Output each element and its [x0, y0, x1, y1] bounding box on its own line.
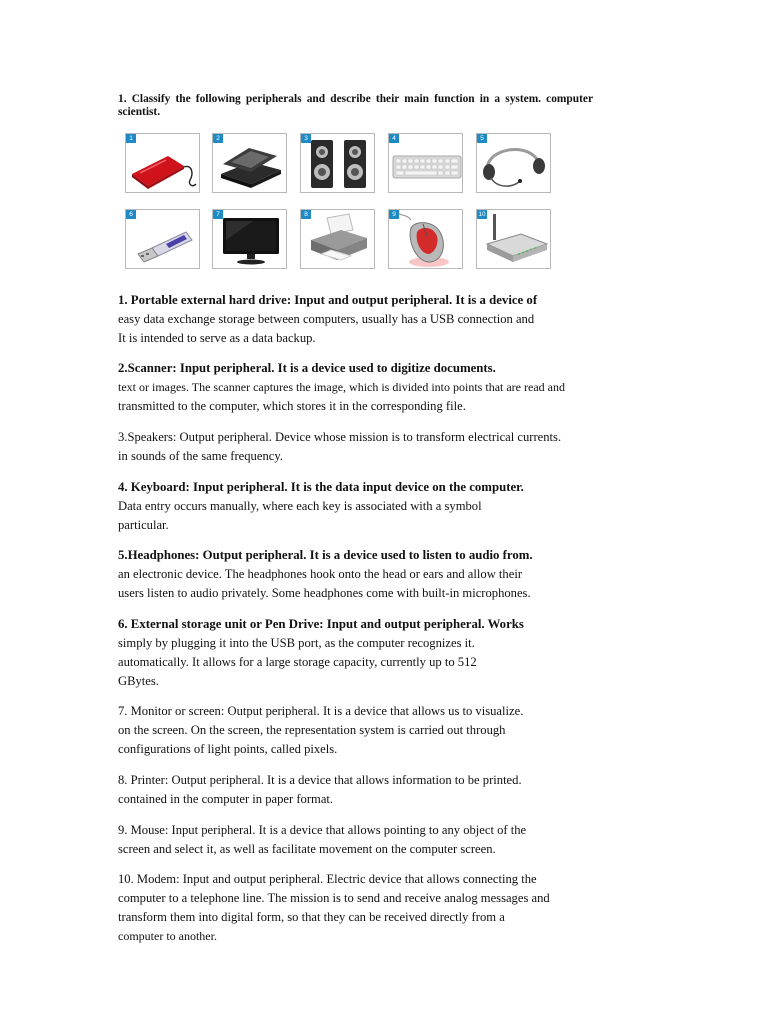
answer-line: easy data exchange storage between computers, usually has a USB connection and [118, 312, 535, 326]
answer-line: transmitted to the computer, which stores it in the corresponding file. [118, 399, 466, 413]
answer-heading: 4. Keyboard: Input peripheral. It is the data input device on the computer. [118, 480, 524, 494]
answer-5 [118, 546, 628, 603]
answer-line: users listen to audio privately. Some headphones come with built-in microphones. [118, 586, 531, 600]
image-modem [476, 209, 551, 269]
answer-4 [118, 478, 628, 535]
answer-heading: 5.Headphones: Output peripheral. It is a device used to listen to audio from. [118, 548, 533, 562]
image-number-badge: 1 [126, 134, 136, 143]
answer-line: 7. Monitor or screen: Output peripheral. It is a device that allows us to visualize. [118, 704, 524, 718]
image-mouse [388, 209, 463, 269]
image-pen-drive [125, 209, 200, 269]
answer-line: simply by plugging it into the USB port, as the computer recognizes it. [118, 636, 475, 650]
answer-heading: 6. External storage unit or Pen Drive: Input and output peripheral. Works [118, 617, 524, 631]
answer-6 [118, 615, 628, 691]
answer-2 [118, 359, 628, 416]
answer-line: 3.Speakers: Output peripheral. Device whose mission is to transform electrical currents. [118, 430, 562, 444]
answer-line: Data entry occurs manually, where each key is associated with a symbol [118, 499, 482, 513]
image-speakers [300, 133, 375, 193]
answer-line: 8. Printer: Output peripheral. It is a device that allows information to be printed. [118, 773, 522, 787]
scanner-icon [213, 134, 287, 193]
mouse-icon [389, 210, 463, 269]
image-monitor [212, 209, 287, 269]
answer-line: screen and select it, as well as facilitate movement on the computer screen. [118, 842, 496, 856]
answer-line: text or images. The scanner captures the image, which is divided into points that are read and [118, 380, 565, 394]
answer-line: computer to a telephone line. The mission is to send and receive analog messages and [118, 891, 550, 905]
answer-line: automatically. It allows for a large storage capacity, currently up to 512 [118, 655, 477, 669]
answer-line: 10. Modem: Input and output peripheral. Electric device that allows connecting the [118, 872, 537, 886]
answer-8 [118, 771, 628, 809]
image-number-badge: 2 [213, 134, 223, 143]
pen-drive-icon [126, 210, 200, 269]
keyboard-icon [389, 134, 463, 193]
image-number-badge: 10 [478, 211, 486, 218]
answer-heading: 1. Portable external hard drive: Input and output peripheral. It is a device of [118, 293, 538, 307]
answer-3 [118, 428, 628, 466]
answer-7 [118, 702, 628, 759]
printer-icon [301, 210, 375, 269]
question-heading: 1. Classify the following peripherals and describe their main function in a system. computer scientist. [118, 93, 593, 118]
external-hard-drive-icon [126, 134, 200, 193]
answer-line: transform them into digital form, so that they can be received directly from a [118, 910, 505, 924]
monitor-icon [213, 210, 287, 269]
speakers-icon [301, 134, 375, 193]
answer-10 [118, 870, 628, 946]
answer-line: 9. Mouse: Input peripheral. It is a device that allows pointing to any object of the [118, 823, 527, 837]
answer-line: in sounds of the same frequency. [118, 449, 283, 463]
headphones-icon [477, 134, 551, 193]
image-number-badge: 5 [477, 134, 487, 143]
answer-line: on the screen. On the screen, the representation system is carried out through [118, 723, 506, 737]
image-number-badge: 4 [389, 134, 399, 143]
answer-line: computer to another. [118, 929, 217, 943]
image-external-hard-drive [125, 133, 200, 193]
image-number-badge: 8 [301, 210, 311, 219]
image-number-badge: 9 [389, 210, 399, 219]
answer-line: contained in the computer in paper format. [118, 792, 334, 806]
modem-icon [477, 210, 551, 269]
answer-9 [118, 821, 628, 859]
answer-line: an electronic device. The headphones hook onto the head or ears and allow their [118, 567, 523, 581]
answer-heading: 2.Scanner: Input peripheral. It is a device used to digitize documents. [118, 361, 496, 375]
image-keyboard [388, 133, 463, 193]
image-scanner [212, 133, 287, 193]
image-number-badge: 6 [126, 210, 136, 219]
image-printer [300, 209, 375, 269]
image-number-badge: 3 [301, 134, 311, 143]
answer-line: It is intended to serve as a data backup. [118, 331, 316, 345]
answer-line: particular. [118, 518, 169, 532]
image-number-badge: 7 [213, 210, 223, 219]
answer-1 [118, 291, 628, 348]
answer-line: GBytes. [118, 674, 159, 688]
image-headphones [476, 133, 551, 193]
answer-line: configurations of light points, called pixels. [118, 742, 338, 756]
